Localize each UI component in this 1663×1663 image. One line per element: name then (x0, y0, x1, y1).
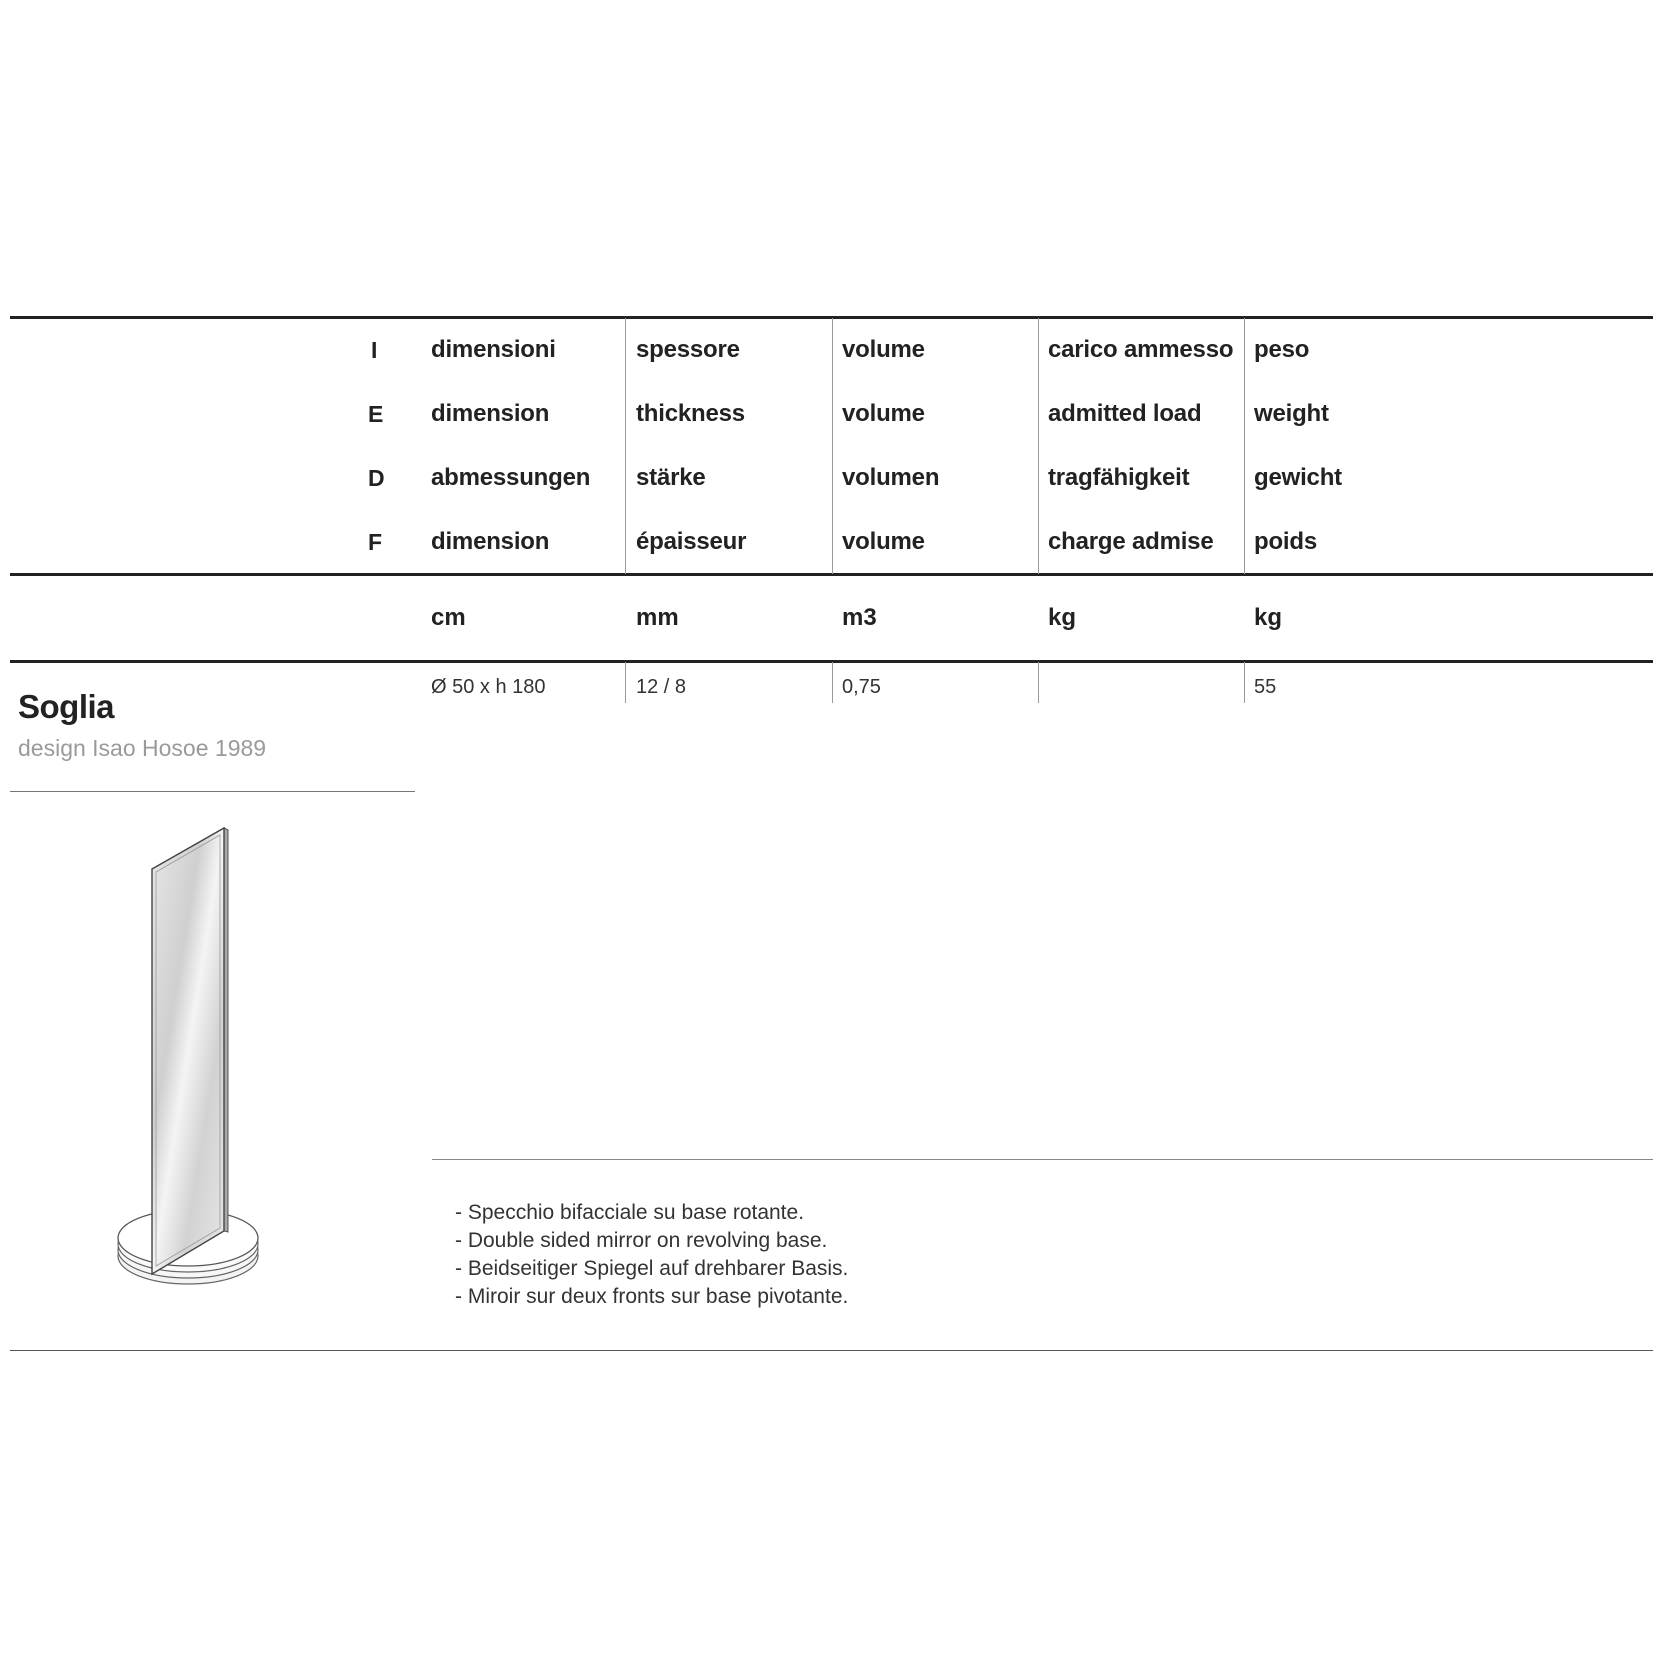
lang-code-it: I (371, 337, 378, 363)
lang-code-en: E (368, 401, 384, 427)
col-separator-4 (1244, 318, 1245, 574)
lang-code-de: D (368, 465, 385, 491)
header-weight-en: weight (1254, 400, 1329, 427)
unit-dimension: cm (431, 604, 466, 631)
header-thickness-it: spessore (636, 336, 740, 363)
val-separator-4 (1244, 662, 1245, 703)
header-thickness-fr: épaisseur (636, 528, 747, 555)
note-en: - Double sided mirror on revolving base. (455, 1229, 828, 1252)
unit-load: kg (1048, 604, 1077, 631)
note-it: - Specchio bifacciale su base rotante. (455, 1201, 805, 1224)
col-separator-1 (625, 318, 626, 574)
header-weight-it: peso (1254, 336, 1310, 363)
value-weight: 55 (1254, 676, 1277, 698)
header-load-fr: charge admise (1048, 528, 1214, 555)
header-volume-en: volume (842, 400, 925, 427)
header-load-en: admitted load (1048, 400, 1202, 427)
header-volume-it: volume (842, 336, 925, 363)
header-dimension-en: dimension (431, 400, 550, 427)
product-designer: design Isao Hosoe 1989 (18, 735, 267, 761)
header-dimension-fr: dimension (431, 528, 550, 555)
val-separator-2 (832, 662, 833, 703)
header-load-de: tragfähigkeit (1048, 464, 1190, 491)
unit-weight: kg (1254, 604, 1283, 631)
header-load-it: carico ammesso (1048, 336, 1234, 363)
product-notes (455, 1199, 848, 1311)
col-separator-2 (832, 318, 833, 574)
col-separator-3 (1038, 318, 1039, 574)
val-separator-3 (1038, 662, 1039, 703)
unit-volume: m3 (842, 604, 877, 631)
header-thickness-en: thickness (636, 400, 745, 427)
product-divider (10, 791, 415, 792)
mirror-on-round-base-icon (100, 820, 280, 1325)
product-name: Soglia (18, 688, 115, 725)
header-dimension-de: abmessungen (431, 464, 591, 491)
value-volume: 0,75 (842, 676, 881, 698)
bottom-rule (10, 1350, 1653, 1351)
header-weight-de: gewicht (1254, 464, 1342, 491)
header-volume-fr: volume (842, 528, 925, 555)
header-thickness-de: stärke (636, 464, 706, 491)
val-separator-1 (625, 662, 626, 703)
notes-top-rule (432, 1159, 1653, 1160)
value-thickness: 12 / 8 (636, 676, 687, 698)
header-volume-de: volumen (842, 464, 940, 491)
unit-thickness: mm (636, 604, 679, 631)
header-dimension-it: dimensioni (431, 336, 556, 363)
lang-code-fr: F (368, 529, 383, 555)
note-de: - Beidseitiger Spiegel auf drehbarer Basis. (455, 1257, 849, 1280)
note-fr: - Miroir sur deux fronts sur base pivotante. (455, 1285, 849, 1308)
value-dimension: Ø 50 x h 180 (431, 676, 546, 698)
header-weight-fr: poids (1254, 528, 1317, 555)
